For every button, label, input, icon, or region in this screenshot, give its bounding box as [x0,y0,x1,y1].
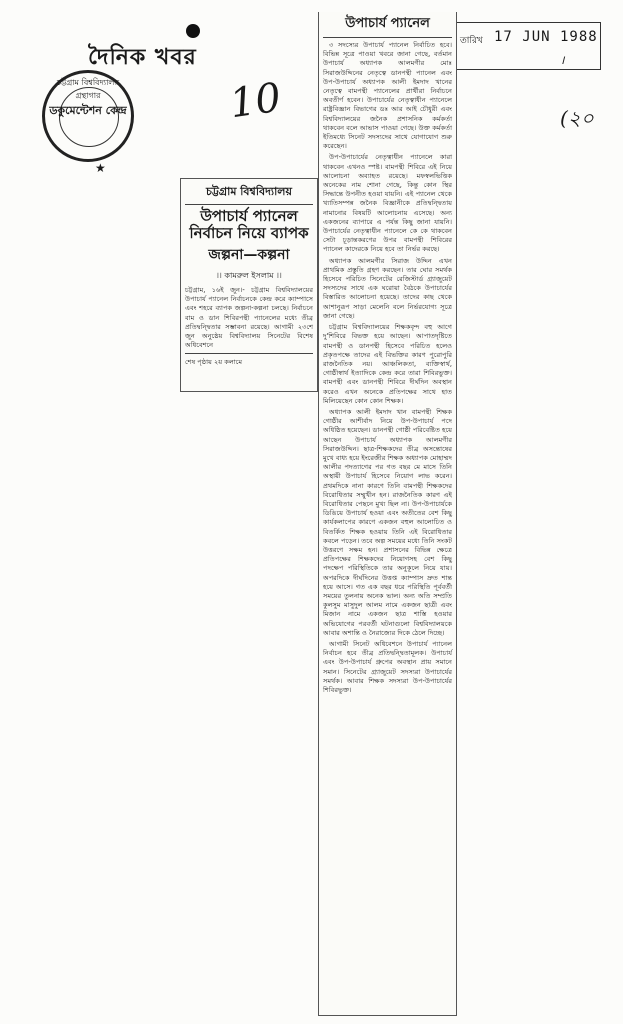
punch-hole-left [186,24,200,38]
clipping-right-paragraph: উপ-উপাচার্যের নেতৃত্বাধীন প্যানেলে কারা থাকবেন এখনও স্পষ্ট। বামপন্থী শিবিরে এই নিয়ে আলোচনা অব্যাহত রয়েছে। মফস্বলভিত্তিক অনেকের নাম শোনা গেছে, কিন্তু কোন স্থির সিদ্ধান্তে উপনীত হওয়া যায়নি। এই প্যানেল থেকে খ্যাতিসম্পন্ন জনৈক বিজ্ঞানীকে প্রতিদ্বন্দ্বিতায় নামানোর বিষয়টি আলোচনায় এসেছে। অন্য একজনের ব্যাপারে এ পর্যন্ত কিছু জানা যায়নি। উপাচার্যের নেতৃত্বাধীন প্যানেলে কে কে থাকবেন সেটা চূড়ান্তকরণের উপর বামপন্থী শিবিরের প্যানেল কাদেরকে নিয়ে হবে তা নির্ভর করছে। [323,153,452,254]
seal-inner-ring [59,87,119,147]
clipping-left-headline-2: জল্পনা—কল্পনা [208,247,290,263]
clipping-left-continued: শেষ পৃষ্ঠায় ২য় কলামে [185,353,313,368]
clipping-left-headline: উপাচার্য প্যানেল নির্বাচন নিয়ে ব্যাপক [189,207,309,242]
handwritten-note-right: (২০ [560,106,594,130]
date-stamp-label: তারিখ [460,36,483,46]
date-stamp-date: 17 JUN 1988 [494,29,598,45]
seal-star-icon: ★ [95,161,106,175]
clipping-right-paragraph: অধ্যাপক আলমগীর সিরাজ উদ্দিন এখন প্রাথমিক প্রস্তুতি গ্রহণ করছেন। তার ঘোর সমর্থক হিসেবে পরিচিত সিনেটের রেজিস্টার্ড গ্র্যাজুয়েট সদস্যদের সাথে এক ঘরোয়া বৈঠকে উপাচার্যের বিস্তারিত আলোচনা হয়েছে। তাদের কাছ থেকে আশানুরূপ সাড়া মেলেনি বলে নির্ভরযোগ্য সূত্রে জানা গেছে। [323,256,452,320]
clipping-right-kicker: উপাচার্য প্যানেল [323,14,452,38]
clipping-right-paragraph: ৩ সদস্যের উপাচার্য প্যানেল নির্বাচিত হবে। বিভিন্ন সূত্রে পাওয়া খবরে জানা গেছে, বর্তমান উপাচার্য অধ্যাপক আলমগীর মোঃ সিরাজউদ্দিনের নেতৃত্বে ডানপন্থী প্যানেল এবং উপ-উপাচার্য অধ্যাপক আলী ইমদাদ খানের নেতৃত্বে বামপন্থী প্যানেলের প্রার্থীরা নির্বাচনে অবতীর্ণ হবেন। উপাচার্যের নেতৃত্বাধীন প্যানেলে রাষ্ট্রবিজ্ঞান বিভাগের ডঃ আর আই চৌধুরী এবং বিশ্ববিদ্যালয়ের জনৈক প্রশাসনিক কর্মকর্তা থাকবেন বলে আভাস পাওয়া গেছে। উক্ত কর্মকর্তা ইতিমধ্যে সিনেট সদস্যদের সাথে যোগাযোগ শুরু করেছেন। [323,41,452,151]
handwritten-page-number: 10 [227,74,284,128]
date-stamp-note: । [560,53,565,67]
date-stamp [455,22,601,70]
library-seal [42,70,134,175]
seal-center-text: ডকুমেন্টেশন কেন্দ্র [49,104,127,117]
clipping-right [318,12,457,1016]
newspaper-masthead: দৈনিক খবর [88,45,197,70]
clipping-right-paragraph: অধ্যাপক আলী ইমদাদ খান বামপন্থী শিক্ষক গোষ্ঠীর আশীর্বাদ নিয়ে উপ-উপাচার্য পদে অধিষ্ঠিত হয়েছেন। ডানপন্থী গোষ্ঠী পরিবেষ্টিত হয়ে আছেন উপাচার্য অধ্যাপক আলমগীর সিরাজউদ্দিন। ছাত্র-শিক্ষকদের তীব্র অসন্তোষের মুখে বাধ্য হয়ে ইংরেজীর শিক্ষক অধ্যাপক মোহাম্মদ আলীর পদত্যাগের পর গত বছর মে মাসে তিনি অস্থায়ী উপাচার্য হিসেবে নিয়োগ লাভ করেন। প্রথমদিকে নানা কারণে তিনি বামপন্থী শিক্ষকদের বিরোধিতার সম্মুখীন হন। রাজনৈতিক কারণ এই বিরোধিতার পেছনে মুখ্য ছিল না। উপ-উপাচার্যকে ডিঙিয়ে উপাচার্য হওয়া এবং অতীতের বেশ কিছু কার্যকলাপের কারণে একজন বহুল আলোচিত ও বিতর্কিত শিক্ষক হওয়ায় তিনি এই বিরোধিতার কবলে পড়েন। তবে অল্প সময়ের মধ্যে তিনি সংকট উত্তরণে সক্ষম হন। প্রশাসনের বিভিন্ন ক্ষেত্রে প্রতিপক্ষের শিক্ষকদের নিয়োগসহ বেশ কিছু পদক্ষেপ পরিস্থিতিকে তার অনুকূলে নিয়ে যায়। অপরদিকে দীর্ঘদিনের উত্তপ্ত ক্যাম্পাস দ্রুত শান্ত হয়ে আসে। গত এক বছর ধরে পরিস্থিতি পূর্ববর্তী সময়ের তুলনায় অনেক ভাল। অন্য অতি সম্প্রতি কুলসুম মাসুদুল আলম নামে একজন ছাত্রী এবং মিজান নামে একজন ছাত্র শাস্তি হওয়ার অভিযোগের পরবর্তী ঘটনাগুলো বিশ্ববিদ্যালয়কে আবার অশান্তি ও নৈরাজ্যের দিকে ঠেলে দিচ্ছে। [323,407,452,637]
clipping-left-body: চট্টগ্রাম, ১৬ই জুন।- চট্টগ্রাম বিশ্ববিদ্যালয়ের উপাচার্য প্যানেল নির্বাচনকে কেন্দ্র করে ক্যাম্পাসে এবং শহরে ব্যাপক জল্পনা-কল্পনা চলছে। নির্বাচনে বাম ও ডান শিবিরপন্থী প্যানেলের মধ্যে তীব্র প্রতিদ্বন্দ্বিতার সম্ভাবনা রয়েছে। আগামী ২৩শে জুন অনুষ্ঠেয় বিশ্ববিদ্যালয় সিনেটের বিশেষ অধিবেশনে [185,286,313,350]
clipping-left [180,178,318,392]
clipping-right-paragraph: চট্টগ্রাম বিশ্ববিদ্যালয়ের শিক্ষকবৃন্দ বহু আগে দু'শিবিরে বিভক্ত হয়ে আছেন। আপাতদৃষ্টিতে বামপন্থী ও ডানপন্থী হিসেবে পরিচিত হলেও প্রকৃতপক্ষে তাদের এই বিভক্তির কারণ পুরোপুরি রাজনৈতিক নয়। আঞ্চলিকতা, ব্যক্তিস্বার্থ, গোষ্ঠীস্বার্থ ইত্যাদিকে কেন্দ্র করে তারা শিবিরভুক্ত। বামপন্থী এবং ডানপন্থী শিবিরে দীর্ঘদিন অবস্থান করেও এখন অনেকে প্রতিপক্ষের সাথে হাত মিলিয়েছেন কোন কোন শিক্ষক। [323,323,452,405]
clipping-left-byline: ।। কামরুল ইসলাম ।। [216,271,282,280]
clipping-right-body [323,41,452,695]
seal-arc-text: চট্টগ্রাম বিশ্ববিদ্যালয় গ্রন্থাগার [56,78,120,100]
clipping-left-kicker: চট্টগ্রাম বিশ্ববিদ্যালয় [185,183,313,205]
clipping-right-paragraph: আগামী সিনেট অধিবেশনে উপাচার্য প্যানেল নির্বাচন হবে তীব্র প্রতিদ্বন্দ্বিতামূলক। উপাচার্য এবং উপ-উপাচার্য গ্রুপের অবস্থান প্রায় সমানে সমান। সিনেটের গ্র্যাজুয়েট সদস্যরা উপাচার্যের সমর্থক। আবার শিক্ষক সদস্যরা উপ-উপাচার্যের শিবিরভুক্ত। [323,640,452,695]
